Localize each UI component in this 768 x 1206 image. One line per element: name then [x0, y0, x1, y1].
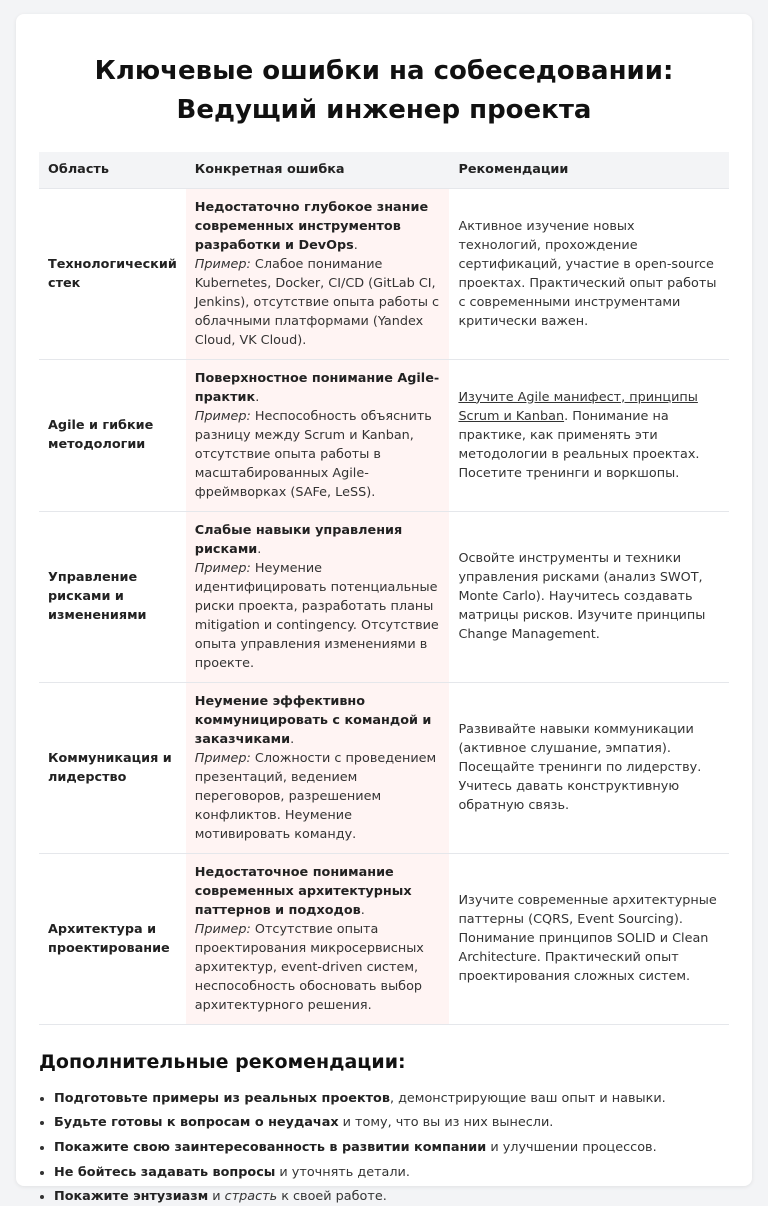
- table-row: [39, 188, 729, 359]
- example-text: Неумение идентифицировать потенциальные риски проекта, разработать планы mitigation и contingency. Отсутствие опыта управления изменениями в проекте.: [195, 561, 439, 671]
- row-recommendation: [449, 188, 729, 359]
- item-bold: Будьте готовы к вопросам о неудачах: [54, 1115, 339, 1130]
- item-italic: страсть: [225, 1189, 278, 1204]
- example-label: Пример:: [195, 922, 251, 937]
- row-mistake: [186, 359, 450, 511]
- recommendation-link[interactable]: Изучите Agile манифест, принципы Scrum и Kanban: [458, 390, 697, 424]
- table-header-row: [39, 152, 729, 188]
- item-text: и улучшении процессов.: [486, 1140, 656, 1155]
- example-label: Пример:: [195, 409, 251, 424]
- row-recommendation: [449, 359, 729, 511]
- item-text: и: [208, 1189, 224, 1204]
- list-item: [54, 1089, 729, 1108]
- example-text: Отсутствие опыта проектирования микросервисных архитектур, event-driven систем, неспособность обосновать выбор архитектурного решения.: [195, 922, 424, 1013]
- mistake-tail: .: [290, 732, 294, 747]
- recommendation-text: . Понимание на практике, как применять эти методологии в реальных проектах. Посетите тренинги и воркшопы.: [458, 409, 699, 481]
- row-area: Управление рисками и изменениями: [39, 511, 186, 682]
- recommendation-text: Освойте инструменты и техники управления рисками (анализ SWOT, Monte Carlo). Научитесь создавать матрицы рисков. Изучите принципы Change Management.: [458, 551, 705, 642]
- example-text: Сложности с проведением презентаций, ведением переговоров, разрешением конфликтов. Неумение мотивировать команду.: [195, 751, 436, 842]
- mistake-tail: .: [354, 238, 358, 253]
- mistake-title: Слабые навыки управления рисками: [195, 523, 402, 557]
- mistake-tail: .: [257, 542, 261, 557]
- page-title: Ключевые ошибки на собеседовании: Ведущий инженер проекта: [39, 52, 729, 130]
- example-label: Пример:: [195, 257, 251, 272]
- row-mistake: [186, 511, 450, 682]
- row-area: Технологический стек: [39, 188, 186, 359]
- mistake-tail: .: [361, 903, 365, 918]
- list-item: [54, 1113, 729, 1132]
- item-text: и тому, что вы из них вынесли.: [339, 1115, 554, 1130]
- item-text: и уточнять детали.: [275, 1165, 410, 1180]
- row-mistake: [186, 853, 450, 1024]
- document-card: [16, 14, 752, 1186]
- row-mistake: [186, 682, 450, 853]
- row-recommendation: [449, 511, 729, 682]
- recommendation-text: Развивайте навыки коммуникации (активное слушание, эмпатия). Посещайте тренинги по лидерству. Учитесь давать конструктивную обратную связь.: [458, 722, 701, 813]
- list-item: [54, 1187, 729, 1206]
- list-item: [54, 1163, 729, 1182]
- item-text: , демонстрирующие ваш опыт и навыки.: [390, 1091, 666, 1106]
- row-recommendation: [449, 853, 729, 1024]
- header-recommendations: Рекомендации: [449, 152, 729, 188]
- example-text: Неспособность объяснить разницу между Scrum и Kanban, отсутствие опыта работы в масштабированных Agile-фреймворках (SAFe, LeSS).: [195, 409, 432, 500]
- row-area: Agile и гибкие методологии: [39, 359, 186, 511]
- table-row: [39, 682, 729, 853]
- example-label: Пример:: [195, 561, 251, 576]
- item-bold: Покажите энтузиазм: [54, 1189, 208, 1204]
- example-text: Слабое понимание Kubernetes, Docker, CI/CD (GitLab CI, Jenkins), отсутствие опыта работы с облачными платформами (Yandex Cloud, VK Cloud).: [195, 257, 439, 348]
- mistake-title: Неумение эффективно коммуницировать с командой и заказчиками: [195, 694, 432, 747]
- table-row: [39, 511, 729, 682]
- item-bold: Подготовьте примеры из реальных проектов: [54, 1091, 390, 1106]
- item-bold: Покажите свою заинтересованность в развитии компании: [54, 1140, 486, 1155]
- mistake-title: Поверхностное понимание Agile-практик: [195, 371, 439, 405]
- additional-heading: Дополнительные рекомендации:: [39, 1049, 729, 1075]
- example-label: Пример:: [195, 751, 251, 766]
- header-mistake: Конкретная ошибка: [186, 152, 450, 188]
- additional-list: [39, 1089, 729, 1206]
- table-row: [39, 853, 729, 1024]
- header-area: Область: [39, 152, 186, 188]
- mistakes-table: [39, 152, 729, 1025]
- row-area: Коммуникация и лидерство: [39, 682, 186, 853]
- recommendation-text: Активное изучение новых технологий, прохождение сертификаций, участие в open-source проектах. Практический опыт работы с современными инструментами критически важен.: [458, 219, 716, 329]
- item-bold: Не бойтесь задавать вопросы: [54, 1165, 275, 1180]
- row-mistake: [186, 188, 450, 359]
- mistake-title: Недостаточное понимание современных архитектурных паттернов и подходов: [195, 865, 412, 918]
- row-area: Архитектура и проектирование: [39, 853, 186, 1024]
- table-row: [39, 359, 729, 511]
- row-recommendation: [449, 682, 729, 853]
- item-text-end: к своей работе.: [277, 1189, 387, 1204]
- list-item: [54, 1138, 729, 1157]
- mistake-tail: .: [255, 390, 259, 405]
- recommendation-text: Изучите современные архитектурные паттерны (CQRS, Event Sourcing). Понимание принципов SOLID и Clean Architecture. Практический опыт проектирования сложных систем.: [458, 893, 716, 984]
- mistake-title: Недостаточно глубокое знание современных инструментов разработки и DevOps: [195, 200, 428, 253]
